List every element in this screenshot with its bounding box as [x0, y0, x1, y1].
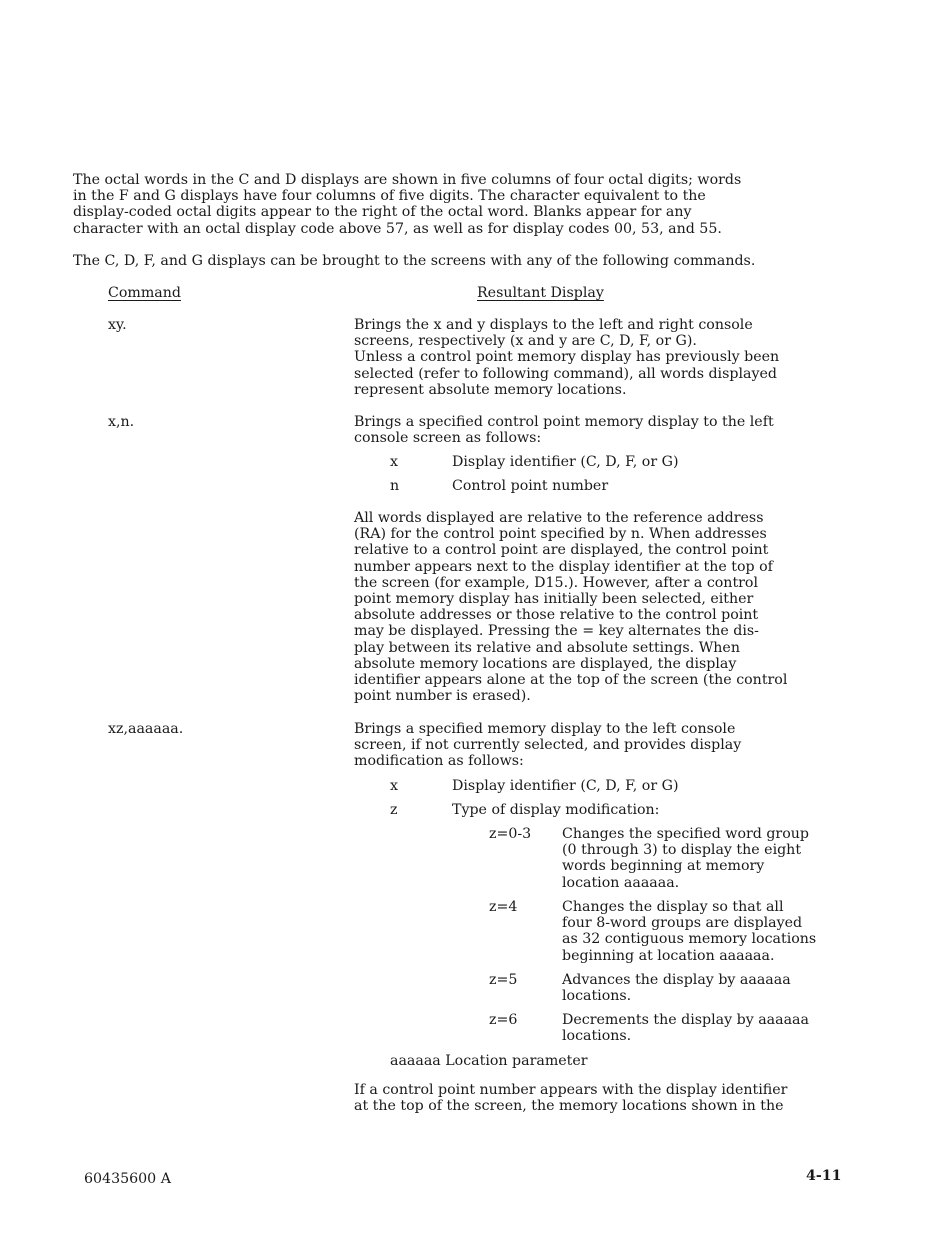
param-key-x-2: x: [390, 778, 399, 794]
command-xy: xy.: [108, 317, 127, 333]
location-parameter: aaaaaa Location parameter: [390, 1053, 588, 1069]
modification-value-z0-3: Changes the specified word group (0 through 3) to display the eight words beginning at memory location aaaaaa.: [562, 826, 809, 891]
modification-key-z4: z=4: [489, 899, 518, 915]
modification-value-z5: Advances the display by aaaaaa locations.: [562, 972, 791, 1005]
intro-paragraph-commands: The C, D, F, and G displays can be brought to the screens with any of the following commands.: [73, 253, 756, 269]
trailing-paragraph: If a control point number appears with the display identifier at the top of the screen, the memory locations shown in the: [354, 1082, 788, 1115]
modification-key-z0-3: z=0-3: [489, 826, 532, 842]
page-number: 4-11: [806, 1168, 842, 1184]
description-xy: Brings the x and y displays to the left and right console screens, respectively (x and y are C, D, F, or G). Unless a control point memory display has previously been selected (refer to following command), all words displayed represent absolute memory locations.: [354, 317, 780, 398]
description-x-n: Brings a specified control point memory display to the left console screen as follows:: [354, 414, 774, 447]
modification-key-z5: z=5: [489, 972, 518, 988]
param-key-x: x: [390, 454, 399, 470]
modification-value-z4: Changes the display so that all four 8-word groups are displayed as 32 contiguous memory locations beginning at location aaaaaa.: [562, 899, 817, 964]
param-key-z: z: [390, 802, 398, 818]
command-column-header: Command: [108, 285, 181, 301]
modification-value-z6: Decrements the display by aaaaaa locations.: [562, 1012, 809, 1045]
command-x-n: x,n.: [108, 414, 135, 430]
param-key-n: n: [390, 478, 400, 494]
command-xz-aaaaaa: xz,aaaaaa.: [108, 721, 184, 737]
param-value-z: Type of display modification:: [452, 802, 660, 818]
intro-paragraph-octal-words: The octal words in the C and D displays are shown in five columns of four octal digits; words in the F and G displays have four columns of five digits. The character equivalent to the display-coded octal digits appear to the right of the octal word. Blanks appear for any character with an octal display code above 57, as well as for display codes 00, 53, and 55.: [73, 172, 742, 237]
description-xz-aaaaaa: Brings a specified memory display to the left console screen, if not currently selected, and provides display modification as follows:: [354, 721, 742, 770]
result-column-header: Resultant Display: [477, 285, 604, 301]
modification-key-z6: z=6: [489, 1012, 518, 1028]
param-value-x: Display identifier (C, D, F, or G): [452, 454, 679, 470]
param-value-x-2: Display identifier (C, D, F, or G): [452, 778, 679, 794]
note-x-n: All words displayed are relative to the reference address (RA) for the control point specified by n. When addresses relative to a control point are displayed, the control point number appears next to the display identifier at the top of the screen (for example, D15.). However, after a control point memory display has initially been selected, either absolute addresses or those relative to the control point may be displayed. Pressing the = key alternates the dis- play between its relative and absolute settings. When absolute memory locations are displayed, the display identifier appears alone at the top of the screen (the control point number is erased).: [354, 510, 788, 705]
param-value-n: Control point number: [452, 478, 609, 494]
document-number: 60435600 A: [84, 1171, 171, 1187]
